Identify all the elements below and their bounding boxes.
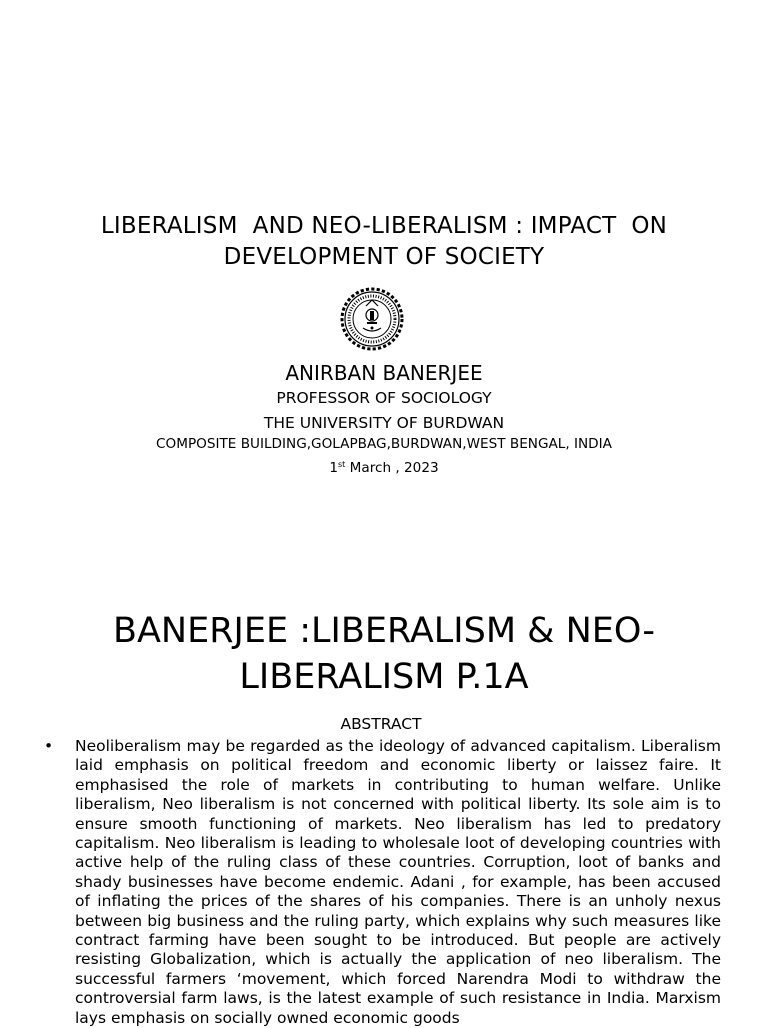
university-name: THE UNIVERSITY OF BURDWAN (263, 414, 505, 432)
abstract-text: Neoliberalism may be regarded as the ideology of advanced capitalism. Liberalism laid emphasis on political freedom and economic liberty or laissez faire. It emphasised the role of markets in contributing to human welfare. Unlike liberalism, Neo liberalism is not concerned with political liberty. Its sole aim is to ensure smooth functioning of markets. Neo liberalism has led to predatory capitalism. Neo liberalism is leading to wholesale loot of developing countries with active help of the ruling class of these countries. Corruption, loot of banks and shady businesses have become endemic. Adani , for example, has been accused of inflating the prices of the shares of his companies. There is an unholy nexus between big business and the ruling party, which explains why such measures like contract farming have been sought to be introduced. But people are actively resisting Globalization, which is actually the application of neo liberalism. The successful farmers ‘movement, which forced Narendra Modi to withdraw the controversial farm laws, is the latest example of such resistance in India. Marxism lays emphasis on socially owned economic goods (75, 737, 721, 1027)
university-seal-icon (337, 284, 407, 354)
author-name: ANIRBAN BANERJEE (285, 361, 483, 385)
slide-title-2: BANERJEE :LIBERALISM & NEO-LIBERALISM P.1A (112, 611, 656, 697)
author-role: PROFESSOR OF SOCIOLOGY (276, 389, 492, 407)
date-day: 1 (329, 460, 338, 476)
abstract-slide (0, 560, 768, 1027)
date-suffix: st (338, 460, 346, 469)
date-rest: March , 2023 (345, 460, 439, 476)
bullet-marker: • (44, 737, 54, 755)
date (0, 456, 768, 477)
address: COMPOSITE BUILDING,GOLAPBAG,BURDWAN,WEST BENGAL, INDIA (156, 436, 612, 452)
slide-title: LIBERALISM AND NEO-LIBERALISM : IMPACT ON DEVELOPMENT OF SOCIETY (100, 213, 675, 270)
abstract-heading: ABSTRACT (340, 715, 422, 733)
